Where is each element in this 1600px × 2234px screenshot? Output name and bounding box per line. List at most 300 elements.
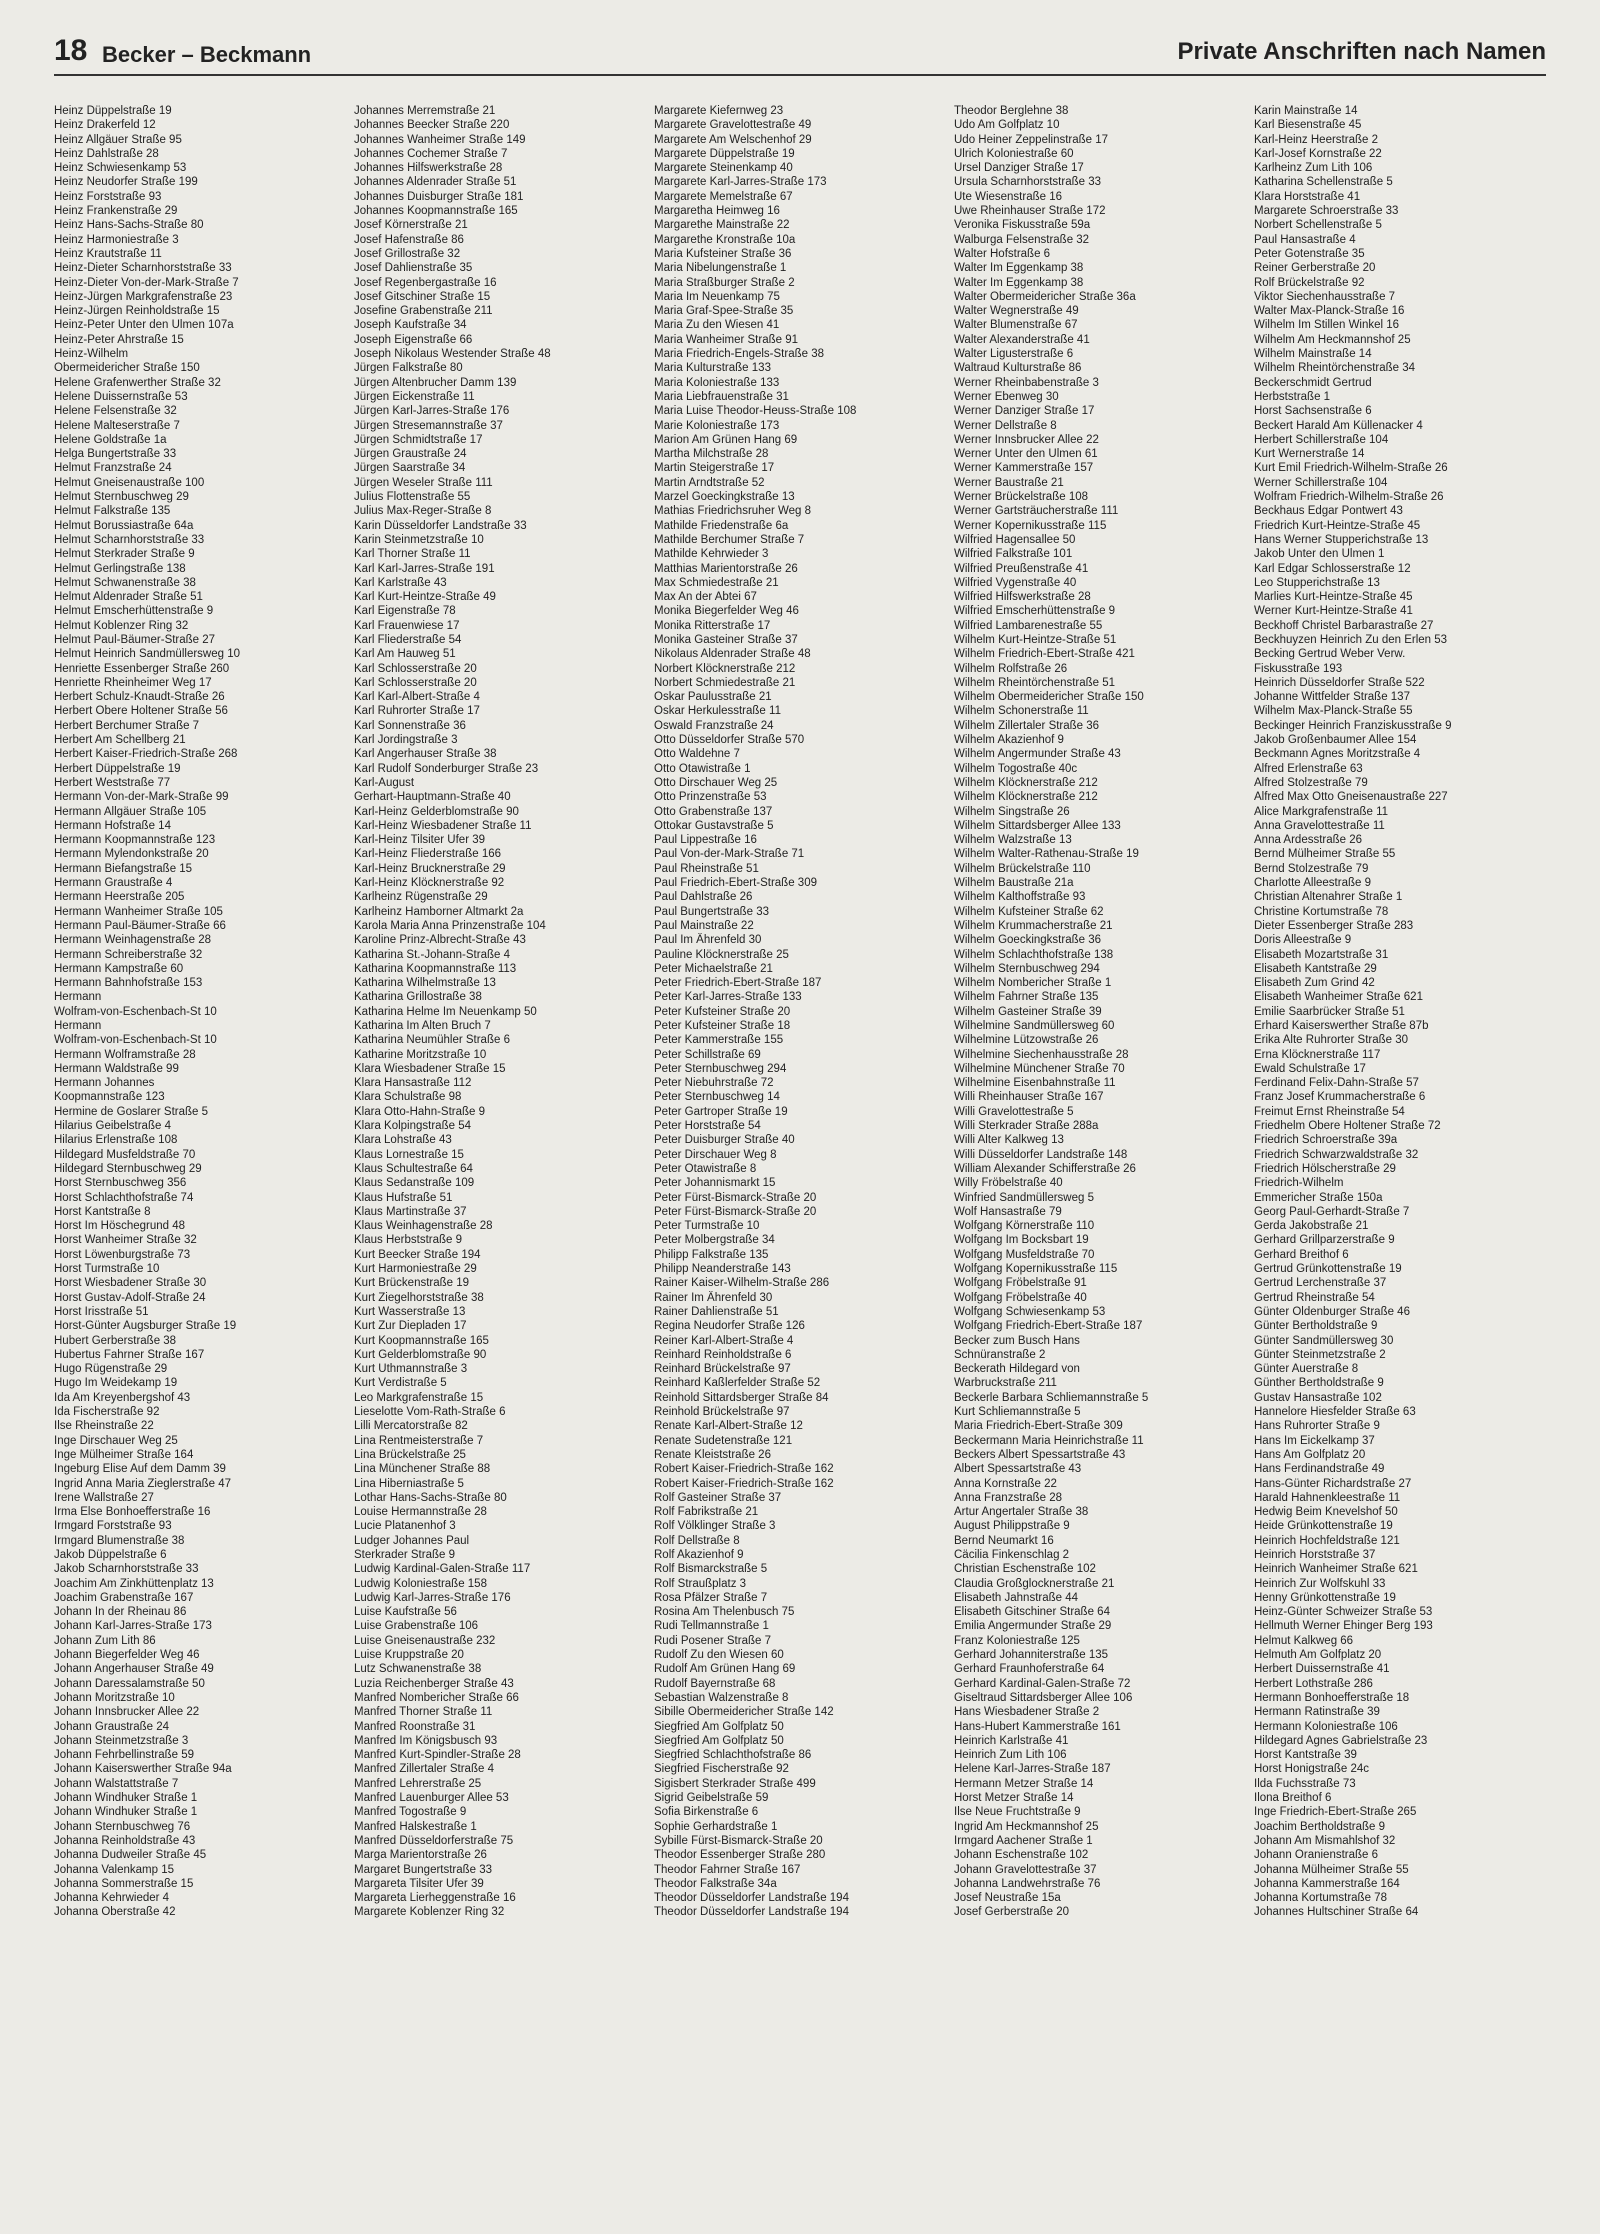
directory-entry: Katharina Grillostraße 38 xyxy=(354,991,482,1004)
directory-entry: Maria Koloniestraße 133 xyxy=(654,376,780,389)
directory-entry: Johanna Landwehrstraße 76 xyxy=(954,1877,1101,1890)
directory-entry: Jakob Großenbaumer Allee 154 xyxy=(1254,734,1417,747)
directory-entry: Martin Arndtstraße 52 xyxy=(654,476,765,489)
directory-entry: Josefine Grabenstraße 211 xyxy=(354,305,493,318)
directory-entry: Heinz-Jürgen Markgrafenstraße 23 xyxy=(54,290,233,303)
directory-entry: Anna Gravelottestraße 11 xyxy=(1254,819,1385,832)
directory-entry: Johannes Beecker Straße 220 xyxy=(354,119,510,132)
directory-entry: Harald Hahnenkleestraße 11 xyxy=(1254,1491,1401,1504)
directory-entry: Theodor Fahrner Straße 167 xyxy=(654,1863,801,1876)
directory-entry: Leo Markgrafenstraße 15 xyxy=(354,1391,484,1404)
directory-entry: Philipp Neanderstraße 143 xyxy=(654,1263,791,1276)
directory-entry: Klaus Herbststraße 9 xyxy=(354,1234,463,1247)
directory-entry: Walter Im Eggenkamp 38 xyxy=(954,262,1084,275)
directory-entry: Wolfgang Fröbelstraße 40 xyxy=(954,1291,1087,1304)
directory-entry: Elisabeth Wanheimer Straße 621 xyxy=(1254,991,1423,1004)
directory-entry: Heinrich Düsseldorfer Straße 522 xyxy=(1254,676,1425,689)
directory-entry: Ida Fischerstraße 92 xyxy=(54,1406,160,1419)
directory-entry: Claudia Großglocknerstraße 21 xyxy=(954,1577,1115,1590)
directory-entry: Karl Frauenwiese 17 xyxy=(354,619,460,632)
directory-entry: Herbert Lothstraße 286 xyxy=(1254,1677,1373,1690)
directory-entry: Lina Brückelstraße 25 xyxy=(354,1448,466,1461)
directory-entry: Klara Horststraße 41 xyxy=(1254,190,1361,203)
directory-entry: Beckerschmidt Gertrud xyxy=(1254,376,1372,389)
directory-entry: Hermann Schreiberstraße 32 xyxy=(54,948,203,961)
directory-entry: Katharina Helme Im Neuenkamp 50 xyxy=(354,1005,537,1018)
directory-entry: Werner Baustraße 21 xyxy=(954,476,1064,489)
directory-entry: Hermann Ratinstraße 39 xyxy=(1254,1706,1380,1719)
directory-entry: Johannes Wanheimer Straße 149 xyxy=(354,133,526,146)
directory-entry: Wilfried Falkstraße 101 xyxy=(954,548,1073,561)
directory-entry: Paul Lippestraße 16 xyxy=(654,834,757,847)
directory-entry: Marie Koloniestraße 173 xyxy=(654,419,780,432)
directory-entry: Wolfram-von-Eschenbach-St 10 xyxy=(54,1034,217,1047)
directory-entry: Friedrich Schwarzwaldstraße 32 xyxy=(1254,1148,1419,1161)
directory-entry: Rolf Dellstraße 8 xyxy=(654,1534,740,1547)
directory-entry: Karl Ruhrorter Straße 17 xyxy=(354,705,480,718)
directory-entry: Friedrich Schroerstraße 39a xyxy=(1254,1134,1398,1147)
directory-entry: Ingrid Anna Maria Zieglerstraße 47 xyxy=(54,1477,232,1490)
directory-entry: Johann Am Mismahlshof 32 xyxy=(1254,1834,1396,1847)
directory-entry: Helmut Paul-Bäumer-Straße 27 xyxy=(54,633,216,646)
directory-entry: Helmut Schwanenstraße 38 xyxy=(54,576,196,589)
directory-entry: Rudolf Zu den Wiesen 60 xyxy=(654,1649,784,1662)
directory-entry: Helmut Aldenrader Straße 51 xyxy=(54,591,203,604)
directory-entry: August Philippstraße 9 xyxy=(954,1520,1070,1533)
directory-entry: Helene Grafenwerther Straße 32 xyxy=(54,376,221,389)
directory-entry: Beckmann Agnes Moritzstraße 4 xyxy=(1254,748,1421,761)
directory-entry: Johannes Koopmannstraße 165 xyxy=(354,205,518,218)
directory-entry: Klara Wiesbadener Straße 15 xyxy=(354,1062,506,1075)
directory-entry: Johannes Hilfswerkstraße 28 xyxy=(354,162,503,175)
directory-entry: Manfred Thorner Straße 11 xyxy=(354,1706,493,1719)
directory-entry: Renate Sudetenstraße 121 xyxy=(654,1434,793,1447)
directory-entry: Johann In der Rheinau 86 xyxy=(54,1606,187,1619)
directory-entry: Jürgen Karl-Jarres-Straße 176 xyxy=(354,405,510,418)
directory-entry: Hans-Hubert Kammerstraße 161 xyxy=(954,1720,1121,1733)
directory-entry: Heinz Drakerfeld 12 xyxy=(54,119,156,132)
directory-entry: Heinz-Wilhelm xyxy=(54,348,129,361)
directory-entry: Wilfried Lambarenestraße 55 xyxy=(954,619,1103,632)
directory-entry: Sybille Fürst-Bismarck-Straße 20 xyxy=(654,1834,823,1847)
directory-entry: Wilhelm Sternbuschweg 294 xyxy=(954,962,1100,975)
directory-entry: Klara Hansastraße 112 xyxy=(354,1077,472,1090)
directory-entry: Hubertus Fahrner Straße 167 xyxy=(54,1348,205,1361)
directory-entry: Rainer Kaiser-Wilhelm-Straße 286 xyxy=(654,1277,830,1290)
directory-entry: Uwe Rheinhauser Straße 172 xyxy=(954,205,1106,218)
directory-entry: Veronika Fiskusstraße 59a xyxy=(954,219,1091,232)
directory-entry: Peter Gartroper Straße 19 xyxy=(654,1105,788,1118)
directory-entry: Rosa Pfälzer Straße 7 xyxy=(654,1591,768,1604)
directory-entry: Renate Karl-Albert-Straße 12 xyxy=(654,1420,803,1433)
directory-entry: Beckerle Barbara Schliemannstraße 5 xyxy=(954,1391,1149,1404)
directory-entry: Karin Steinmetzstraße 10 xyxy=(354,533,484,546)
directory-entry: Johanna Oberstraße 42 xyxy=(54,1906,176,1919)
directory-entry: Siegfried Fischerstraße 92 xyxy=(654,1763,789,1776)
directory-entry: Hermann Weinhagenstraße 28 xyxy=(54,934,212,947)
directory-entry: Herbert Duissernstraße 41 xyxy=(1254,1663,1390,1676)
directory-entry: Oskar Herkulesstraße 11 xyxy=(654,705,781,718)
directory-entry: Heinrich Karlstraße 41 xyxy=(954,1734,1069,1747)
directory-entry: Lucie Platanenhof 3 xyxy=(354,1520,456,1533)
directory-entry: Ilona Breithof 6 xyxy=(1254,1792,1332,1805)
directory-entry: Heinz-Dieter Von-der-Mark-Straße 7 xyxy=(54,276,239,289)
directory-entry: Marga Marientorstraße 26 xyxy=(354,1849,487,1862)
directory-entry: Emmericher Straße 150a xyxy=(1254,1191,1383,1204)
directory-entry: Regina Neudorfer Straße 126 xyxy=(654,1320,805,1333)
directory-entry: Werner Kurt-Heintze-Straße 41 xyxy=(1254,605,1413,618)
directory-entry: Horst Kantstraße 8 xyxy=(54,1205,151,1218)
directory-entry: Hermann Waldstraße 99 xyxy=(54,1062,179,1075)
directory-entry: Hans Im Eickelkamp 37 xyxy=(1254,1434,1375,1447)
directory-entry: Jürgen Eickenstraße 11 xyxy=(354,390,475,403)
directory-entry: Josef Neustraße 15a xyxy=(954,1892,1061,1905)
directory-entry: Ludger Johannes Paul xyxy=(354,1534,470,1547)
directory-entry: Elisabeth Gitschiner Straße 64 xyxy=(954,1606,1110,1619)
directory-entry: Wilhelm Gasteiner Straße 39 xyxy=(954,1005,1102,1018)
directory-entry: Herbert Düppelstraße 19 xyxy=(54,762,181,775)
directory-entry: Katharina St.-Johann-Straße 4 xyxy=(354,948,510,961)
directory-entry: Klaus Martinstraße 37 xyxy=(354,1205,467,1218)
directory-entry: Kurt Wernerstraße 14 xyxy=(1254,448,1365,461)
directory-entry: Robert Kaiser-Friedrich-Straße 162 xyxy=(654,1463,834,1476)
directory-entry: Rolf Völklinger Straße 3 xyxy=(654,1520,776,1533)
directory-entry: Johann Windhuker Straße 1 xyxy=(54,1806,198,1819)
directory-entry: Heinz-Jürgen Reinholdstraße 15 xyxy=(54,305,220,318)
directory-entry: Hermann Kampstraße 60 xyxy=(54,962,184,975)
directory-entry: Peter Sternbuschweg 14 xyxy=(654,1091,780,1104)
directory-entry: Klara Schulstraße 98 xyxy=(354,1091,462,1104)
directory-entry: Wilhelm Schonerstraße 11 xyxy=(954,705,1089,718)
directory-entry: Helmut Emscherhüttenstraße 9 xyxy=(54,605,214,618)
directory-entry: Karl Angerhauser Straße 38 xyxy=(354,748,497,761)
directory-entry: Josef Grillostraße 32 xyxy=(354,247,461,260)
directory-entry: Werner Dellstraße 8 xyxy=(954,419,1057,432)
directory-entry: Helene Felsenstraße 32 xyxy=(54,405,177,418)
directory-entry: Jürgen Weseler Straße 111 xyxy=(354,476,493,489)
directory-entry: Koopmannstraße 123 xyxy=(54,1091,165,1104)
directory-entry: Hermann Mylendonkstraße 20 xyxy=(54,848,209,861)
directory-entry: Manfred Halskestraße 1 xyxy=(354,1820,477,1833)
directory-entry: Margaret Bungertstraße 33 xyxy=(354,1863,493,1876)
directory-entry: Peter Kammerstraße 155 xyxy=(654,1034,784,1047)
directory-entry: Josef Gitschiner Straße 15 xyxy=(354,290,491,303)
directory-entry: Irmgard Blumenstraße 38 xyxy=(54,1534,185,1547)
directory-entry: Friedrich Kurt-Heintze-Straße 45 xyxy=(1254,519,1421,532)
directory-entry: Johann Daressalamstraße 50 xyxy=(54,1677,205,1690)
directory-entry: Viktor Siechenhausstraße 7 xyxy=(1254,290,1396,303)
directory-entry: Günther Bertholdstraße 9 xyxy=(1254,1377,1384,1390)
directory-entry: Karl Eigenstraße 78 xyxy=(354,605,456,618)
directory-entry: Klara Otto-Hahn-Straße 9 xyxy=(354,1105,486,1118)
directory-entry: Peter Kufsteiner Straße 20 xyxy=(654,1005,791,1018)
directory-entry: Johannes Cochemer Straße 7 xyxy=(354,147,508,160)
directory-entry: Helmut Borussiastraße 64a xyxy=(54,519,194,532)
directory-entry: Heinz Schwiesenkamp 53 xyxy=(54,162,187,175)
directory-entry: Gerhard Johanniterstraße 135 xyxy=(954,1649,1109,1662)
directory-entry: Walter Alexanderstraße 41 xyxy=(954,333,1090,346)
directory-entry: Heinz Dahlstraße 28 xyxy=(54,147,159,160)
directory-entry: Manfred Im Königsbusch 93 xyxy=(354,1734,498,1747)
directory-entry: Rolf Gasteiner Straße 37 xyxy=(654,1491,782,1504)
directory-entry: Rolf Straußplatz 3 xyxy=(654,1577,747,1590)
directory-entry: Horst Gustav-Adolf-Straße 24 xyxy=(54,1291,206,1304)
directory-entry: Charlotte Alleestraße 9 xyxy=(1254,877,1371,890)
directory-entry: Johann Steinmetzstraße 3 xyxy=(54,1734,189,1747)
directory-entry: Oskar Paulusstraße 21 xyxy=(654,691,772,704)
directory-entry: Jürgen Graustraße 24 xyxy=(354,448,467,461)
directory-entry: Willi Rheinhauser Straße 167 xyxy=(954,1091,1104,1104)
directory-entry: Doris Alleestraße 9 xyxy=(1254,934,1352,947)
directory-entry: Wilhelm Fahrner Straße 135 xyxy=(954,991,1099,1004)
directory-entry: Obermeidericher Straße 150 xyxy=(54,362,200,375)
directory-entry: Elisabeth Zum Grind 42 xyxy=(1254,977,1375,990)
directory-entry: Maria Wanheimer Straße 91 xyxy=(654,333,799,346)
directory-entry: Peter Johannismarkt 15 xyxy=(654,1177,776,1190)
directory-entry: Reinhold Sittardsberger Straße 84 xyxy=(654,1391,829,1404)
directory-entry: Marlies Kurt-Heintze-Straße 45 xyxy=(1254,591,1413,604)
directory-entry: Beckert Harald Am Küllenacker 4 xyxy=(1254,419,1423,432)
directory-entry: Becker zum Busch Hans xyxy=(954,1334,1080,1347)
directory-entry: Karl-Heinz Tilsiter Ufer 39 xyxy=(354,834,486,847)
directory-entry: Maria Im Neuenkamp 75 xyxy=(654,290,780,303)
directory-entry: Kurt Beecker Straße 194 xyxy=(354,1248,481,1261)
directory-entry: Heinz Forststraße 93 xyxy=(54,190,162,203)
directory-entry: Ursel Danziger Straße 17 xyxy=(954,162,1084,175)
directory-entry: Heide Grünkottenstraße 19 xyxy=(1254,1520,1393,1533)
directory-entry: Hermine de Goslarer Straße 5 xyxy=(54,1105,209,1118)
directory-entry: Heinrich Wanheimer Straße 621 xyxy=(1254,1563,1418,1576)
directory-entry: Ludwig Koloniestraße 158 xyxy=(354,1577,487,1590)
directory-entry: Karl-Heinz Fliederstraße 166 xyxy=(354,848,502,861)
directory-entry: Ilse Neue Fruchtstraße 9 xyxy=(954,1806,1081,1819)
directory-entry: William Alexander Schifferstraße 26 xyxy=(954,1162,1136,1175)
directory-entry: Helmuth Am Golfplatz 20 xyxy=(1254,1649,1382,1662)
directory-entry: Heinrich Hochfeldstraße 121 xyxy=(1254,1534,1400,1547)
directory-entry: Kurt Emil Friedrich-Wilhelm-Straße 26 xyxy=(1254,462,1448,475)
directory-entry: Paul Friedrich-Ebert-Straße 309 xyxy=(654,877,817,890)
directory-entry: Werner Rheinbabenstraße 3 xyxy=(954,376,1099,389)
directory-entry: Helene Goldstraße 1a xyxy=(54,433,167,446)
directory-entry: Rosina Am Thelenbusch 75 xyxy=(654,1606,795,1619)
directory-entry: Heinz-Günter Schweizer Straße 53 xyxy=(1254,1606,1433,1619)
directory-entry: Reiner Karl-Albert-Straße 4 xyxy=(654,1334,794,1347)
directory-entry: Lina Hiberniastraße 5 xyxy=(354,1477,464,1490)
directory-entry: Peter Turmstraße 10 xyxy=(654,1220,760,1233)
directory-entry: Paul Von-der-Mark-Straße 71 xyxy=(654,848,805,861)
directory-entry: Henriette Essenberger Straße 260 xyxy=(54,662,230,675)
directory-entry: Bernd Stolzestraße 79 xyxy=(1254,862,1369,875)
directory-entry: Karl Jordingstraße 3 xyxy=(354,734,458,747)
directory-entry: Wilhelm Akazienhof 9 xyxy=(954,734,1064,747)
directory-entry: Katharina Schellenstraße 5 xyxy=(1254,176,1393,189)
directory-entry: Gerda Jakobstraße 21 xyxy=(1254,1220,1369,1233)
directory-entry: Leo Stupperichstraße 13 xyxy=(1254,576,1380,589)
directory-entry: Wilhelm Kufsteiner Straße 62 xyxy=(954,905,1104,918)
directory-entry: Otto Grabenstraße 137 xyxy=(654,805,773,818)
directory-entry: Horst Kantstraße 39 xyxy=(1254,1749,1357,1762)
column-3 xyxy=(654,104,954,2194)
directory-entry: Herbert Kaiser-Friedrich-Straße 268 xyxy=(54,748,238,761)
directory-entry: Gustav Hansastraße 102 xyxy=(1254,1391,1382,1404)
directory-entry: Wilhelm Krummacherstraße 21 xyxy=(954,919,1113,932)
directory-entry: Inge Friedrich-Ebert-Straße 265 xyxy=(1254,1806,1417,1819)
directory-entry: Heinz Frankenstraße 29 xyxy=(54,205,178,218)
directory-entry: Günter Steinmetzstraße 2 xyxy=(1254,1348,1386,1361)
directory-entry: Friedrich Hölscherstraße 29 xyxy=(1254,1162,1396,1175)
directory-entry: Horst Sachsenstraße 6 xyxy=(1254,405,1372,418)
directory-entry: Peter Sternbuschweg 294 xyxy=(654,1062,787,1075)
directory-entry: Heinz Harmoniestraße 3 xyxy=(54,233,179,246)
directory-entry: Jakob Scharnhorststraße 33 xyxy=(54,1563,199,1576)
directory-entry: Helmut Gneisenaustraße 100 xyxy=(54,476,205,489)
directory-entry: Josef Hafenstraße 86 xyxy=(354,233,464,246)
directory-entry: Günter Sandmüllersweg 30 xyxy=(1254,1334,1394,1347)
directory-entry: Klaus Lornestraße 15 xyxy=(354,1148,464,1161)
directory-entry: Karl Thorner Straße 11 xyxy=(354,548,471,561)
directory-entry: Ferdinand Felix-Dahn-Straße 57 xyxy=(1254,1077,1419,1090)
directory-entry: Winfried Sandmüllersweg 5 xyxy=(954,1191,1094,1204)
directory-entry: Walter Obermeidericher Straße 36a xyxy=(954,290,1136,303)
directory-entry: Horst Turmstraße 10 xyxy=(54,1263,160,1276)
directory-entry: Gertrud Lerchenstraße 37 xyxy=(1254,1277,1387,1290)
directory-entry: Ewald Schulstraße 17 xyxy=(1254,1062,1366,1075)
directory-entry: Hilarius Erlenstraße 108 xyxy=(54,1134,178,1147)
directory-entry: Erna Klöcknerstraße 117 xyxy=(1254,1048,1381,1061)
directory-entry: Gerhard Grillparzerstraße 9 xyxy=(1254,1234,1395,1247)
directory-entry: Johanna Reinholdstraße 43 xyxy=(54,1834,196,1847)
directory-entry: Rolf Akazienhof 9 xyxy=(654,1548,744,1561)
directory-entry: Luise Kaufstraße 56 xyxy=(354,1606,457,1619)
directory-entry: Kurt Harmoniestraße 29 xyxy=(354,1263,477,1276)
directory-entry: Manfred Roonstraße 31 xyxy=(354,1720,476,1733)
directory-entry: Peter Dirschauer Weg 8 xyxy=(654,1148,777,1161)
directory-entry: Helmut Falkstraße 135 xyxy=(54,505,171,518)
directory-entry: Johann Kaiserswerther Straße 94a xyxy=(54,1763,232,1776)
directory-entry: Rolf Bismarckstraße 5 xyxy=(654,1563,768,1576)
directory-entry: Norbert Schellenstraße 5 xyxy=(1254,219,1382,232)
directory-entry: Wilfried Preußenstraße 41 xyxy=(954,562,1089,575)
directory-entry: Johanna Sommerstraße 15 xyxy=(54,1877,194,1890)
directory-entry: Walter Ligusterstraße 6 xyxy=(954,348,1074,361)
directory-entry: Werner Schillerstraße 104 xyxy=(1254,476,1388,489)
directory-entry: Rolf Brückelstraße 92 xyxy=(1254,276,1365,289)
directory-entry: Otto Prinzenstraße 53 xyxy=(654,791,767,804)
directory-entry: Helmut Franzstraße 24 xyxy=(54,462,172,475)
directory-entry: Heinz Düppelstraße 19 xyxy=(54,105,172,117)
directory-entry: Hermann Metzer Straße 14 xyxy=(954,1777,1094,1790)
directory-entry: Louise Hermannstraße 28 xyxy=(354,1506,487,1519)
directory-entry: Christian Eschenstraße 102 xyxy=(954,1563,1096,1576)
directory-entry: Siegfried Schlachthofstraße 86 xyxy=(654,1749,812,1762)
directory-entry: Heinz Neudorfer Straße 199 xyxy=(54,176,198,189)
directory-entry: Ute Wiesenstraße 16 xyxy=(954,190,1063,203)
directory-entry: Dieter Essenberger Straße 283 xyxy=(1254,919,1414,932)
directory-entry: Katharina Neumühler Straße 6 xyxy=(354,1034,510,1047)
directory-entry: Klaus Hufstraße 51 xyxy=(354,1191,453,1204)
directory-entry: Willy Fröbelstraße 40 xyxy=(954,1177,1063,1190)
directory-entry: Lina Münchener Straße 88 xyxy=(354,1463,491,1476)
directory-entry: Margarete Am Welschenhof 29 xyxy=(654,133,812,146)
directory-entry: Hermann Koloniestraße 106 xyxy=(1254,1720,1398,1733)
directory-entry: Peter Fürst-Bismarck-Straße 20 xyxy=(654,1191,817,1204)
directory-entry: Christine Kortumstraße 78 xyxy=(1254,905,1389,918)
directory-entry: Johanna Valenkamp 15 xyxy=(54,1863,174,1876)
directory-entry: Josef Regenbergastraße 16 xyxy=(354,276,497,289)
directory-entry: Giseltraud Sittardsberger Allee 106 xyxy=(954,1691,1133,1704)
directory-entry: Günter Oldenburger Straße 46 xyxy=(1254,1305,1410,1318)
directory-entry: Peter Friedrich-Ebert-Straße 187 xyxy=(654,977,822,990)
directory-entry: Monika Biegerfelder Weg 46 xyxy=(654,605,799,618)
directory-entry: Lina Rentmeisterstraße 7 xyxy=(354,1434,484,1447)
directory-entry: Willi Gravelottestraße 5 xyxy=(954,1105,1074,1118)
directory-entry: Manfred Togostraße 9 xyxy=(354,1806,467,1819)
directory-entry: Gerhard Kardinal-Galen-Straße 72 xyxy=(954,1677,1131,1690)
directory-entry: Hermann Paul-Bäumer-Straße 66 xyxy=(54,919,226,932)
directory-entry: Lothar Hans-Sachs-Straße 80 xyxy=(354,1491,507,1504)
directory-entry: Pauline Klöcknerstraße 25 xyxy=(654,948,789,961)
directory-entry: Franz Koloniestraße 125 xyxy=(954,1634,1080,1647)
directory-entry: Wilhelmine Siechenhausstraße 28 xyxy=(954,1048,1129,1061)
directory-entry: Horst Im Höschegrund 48 xyxy=(54,1220,186,1233)
directory-entry: Rudolf Bayernstraße 68 xyxy=(654,1677,776,1690)
directory-entry: Hermann Biefangstraße 15 xyxy=(54,862,193,875)
directory-entry: Mathias Friedrichsruher Weg 8 xyxy=(654,505,812,518)
directory-entry: Walter Wegnerstraße 49 xyxy=(954,305,1079,318)
directory-entry: Johannes Aldenrader Straße 51 xyxy=(354,176,517,189)
directory-entry: Heinz-Peter Ahrstraße 15 xyxy=(54,333,184,346)
directory-entry: Karin Mainstraße 14 xyxy=(1254,105,1358,117)
directory-entry: Manfred Zillertaler Straße 4 xyxy=(354,1763,494,1776)
directory-entry: Johann Biegerfelder Weg 46 xyxy=(54,1649,200,1662)
directory-entry: Helene Malteserstraße 7 xyxy=(54,419,180,432)
directory-entry: Siegfried Am Golfplatz 50 xyxy=(654,1720,784,1733)
directory-entry: Mathilde Berchumer Straße 7 xyxy=(654,533,805,546)
directory-entry: Wilhelm Zillertaler Straße 36 xyxy=(954,719,1100,732)
directory-entry: Johann Fehrbellinstraße 59 xyxy=(54,1749,194,1762)
directory-entry: Irmgard Aachener Straße 1 xyxy=(954,1834,1093,1847)
directory-entry: Luise Grabenstraße 106 xyxy=(354,1620,479,1633)
directory-entry: Hermann Wolframstraße 28 xyxy=(54,1048,196,1061)
directory-entry: Alfred Erlenstraße 63 xyxy=(1254,762,1363,775)
directory-entry: Albert Spessartstraße 43 xyxy=(954,1463,1082,1476)
directory-entry: Hermann Koopmannstraße 123 xyxy=(54,834,216,847)
directory-entry: Henny Grünkottenstraße 19 xyxy=(1254,1591,1396,1604)
directory-entry: Hermann Allgäuer Straße 105 xyxy=(54,805,207,818)
directory-entry: Herbert Am Schellberg 21 xyxy=(54,734,186,747)
directory-entry: Wilhelm Goeckingkstraße 36 xyxy=(954,934,1101,947)
directory-entry: Katharina Koopmannstraße 113 xyxy=(354,962,517,975)
name-range: Becker – Beckmann xyxy=(102,42,312,67)
column-5 xyxy=(1254,104,1554,2194)
directory-entry: Margarete Steinenkamp 40 xyxy=(654,162,793,175)
directory-entry: Theodor Berglehne 38 xyxy=(954,105,1069,117)
directory-entry: Max Schmiedestraße 21 xyxy=(654,576,779,589)
directory-entry: Karl Biesenstraße 45 xyxy=(1254,119,1362,132)
directory-entry: Ilse Rheinstraße 22 xyxy=(54,1420,154,1433)
directory-entry: Joseph Eigenstraße 66 xyxy=(354,333,473,346)
directory-entry: Johann Sternbuschweg 76 xyxy=(54,1820,191,1833)
directory-entry: Wolfgang Kopernikusstraße 115 xyxy=(954,1263,1118,1276)
directory-entry: Maria Graf-Spee-Straße 35 xyxy=(654,305,794,318)
page-header xyxy=(54,34,1546,76)
directory-entry: Horst Wiesbadener Straße 30 xyxy=(54,1277,207,1290)
directory-entry: Reinhard Reinholdstraße 6 xyxy=(654,1348,792,1361)
directory-entry: Kurt Ziegelhorststraße 38 xyxy=(354,1291,484,1304)
directory-entry: Johann Karl-Jarres-Straße 173 xyxy=(54,1620,212,1633)
directory-entry: Hilarius Geibelstraße 4 xyxy=(54,1120,171,1133)
directory-entry: Maria Nibelungenstraße 1 xyxy=(654,262,787,275)
